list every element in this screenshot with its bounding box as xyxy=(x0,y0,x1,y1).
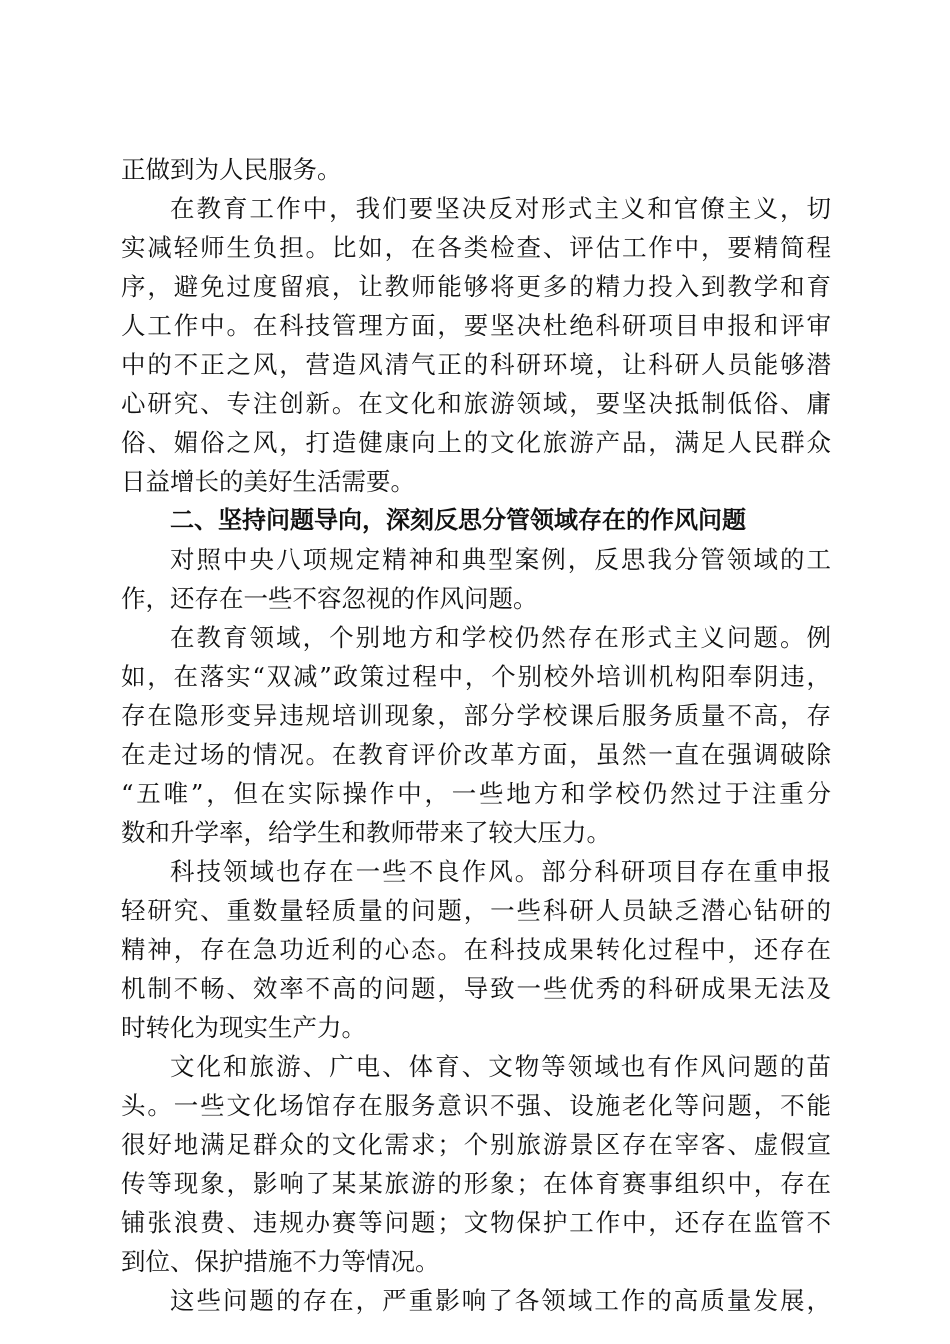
paragraph-first-line: 对照中央八项规定精神和典型案例，反思我分管领域的工 xyxy=(170,545,831,574)
section-heading: 二、坚持问题导向，深刻反思分管领域存在的作风问题 xyxy=(170,506,746,534)
text-line: 日益增长的美好生活需要。 xyxy=(121,467,415,496)
text-line: “五唯”，但在实际操作中，一些地方和学校仍然过于注重分 xyxy=(121,779,831,808)
text-line: 存在隐形变异违规培训现象，部分学校课后服务质量不高，存 xyxy=(121,701,831,730)
text-line: 铺张浪费、违规办赛等问题；文物保护工作中，还存在监管不 xyxy=(121,1208,831,1237)
text-line: 作，还存在一些不容忽视的作风问题。 xyxy=(121,584,538,613)
text-line: 到位、保护措施不力等情况。 xyxy=(121,1247,440,1276)
text-line: 俗、媚俗之风，打造健康向上的文化旅游产品，满足人民群众 xyxy=(121,428,831,457)
document-page xyxy=(121,150,831,1320)
text-line: 轻研究、重数量轻质量的问题，一些科研人员缺乏潜心钻研的 xyxy=(121,896,831,925)
text-line: 如，在落实“双减”政策过程中，个别校外培训机构阳奉阴违， xyxy=(121,662,831,691)
text-line: 实减轻师生负担。比如，在各类检查、评估工作中，要精简程 xyxy=(121,233,831,262)
text-line: 心研究、专注创新。在文化和旅游领域，要坚决抵制低俗、庸 xyxy=(121,389,831,418)
text-line: 时转化为现实生产力。 xyxy=(121,1013,366,1042)
text-line: 很好地满足群众的文化需求；个别旅游景区存在宰客、虚假宣 xyxy=(121,1130,831,1159)
paragraph-first-line: 科技领域也存在一些不良作风。部分科研项目存在重申报 xyxy=(170,857,831,886)
text-line: 序，避免过度留痕，让教师能够将更多的精力投入到教学和育 xyxy=(121,272,831,301)
text-line: 人工作中。在科技管理方面，要坚决杜绝科研项目申报和评审 xyxy=(121,311,831,340)
text-line: 机制不畅、效率不高的问题，导致一些优秀的科研成果无法及 xyxy=(121,974,831,1003)
text-line: 正做到为人民服务。 xyxy=(121,155,342,184)
paragraph-first-line: 在教育领域，个别地方和学校仍然存在形式主义问题。例 xyxy=(170,623,831,652)
paragraph-first-line: 这些问题的存在，严重影响了各领域工作的高质量发展， xyxy=(170,1286,831,1315)
text-line: 传等现象，影响了某某旅游的形象；在体育赛事组织中，存在 xyxy=(121,1169,831,1198)
paragraph-first-line: 文化和旅游、广电、体育、文物等领域也有作风问题的苗 xyxy=(170,1052,831,1081)
text-line: 数和升学率，给学生和教师带来了较大压力。 xyxy=(121,818,611,847)
text-line: 精神，存在急功近利的心态。在科技成果转化过程中，还存在 xyxy=(121,935,831,964)
text-line: 在走过场的情况。在教育评价改革方面，虽然一直在强调破除 xyxy=(121,740,831,769)
paragraph-first-line: 在教育工作中，我们要坚决反对形式主义和官僚主义，切 xyxy=(170,194,831,223)
text-line: 中的不正之风，营造风清气正的科研环境，让科研人员能够潜 xyxy=(121,350,831,379)
text-line: 头。一些文化场馆存在服务意识不强、设施老化等问题，不能 xyxy=(121,1091,831,1120)
